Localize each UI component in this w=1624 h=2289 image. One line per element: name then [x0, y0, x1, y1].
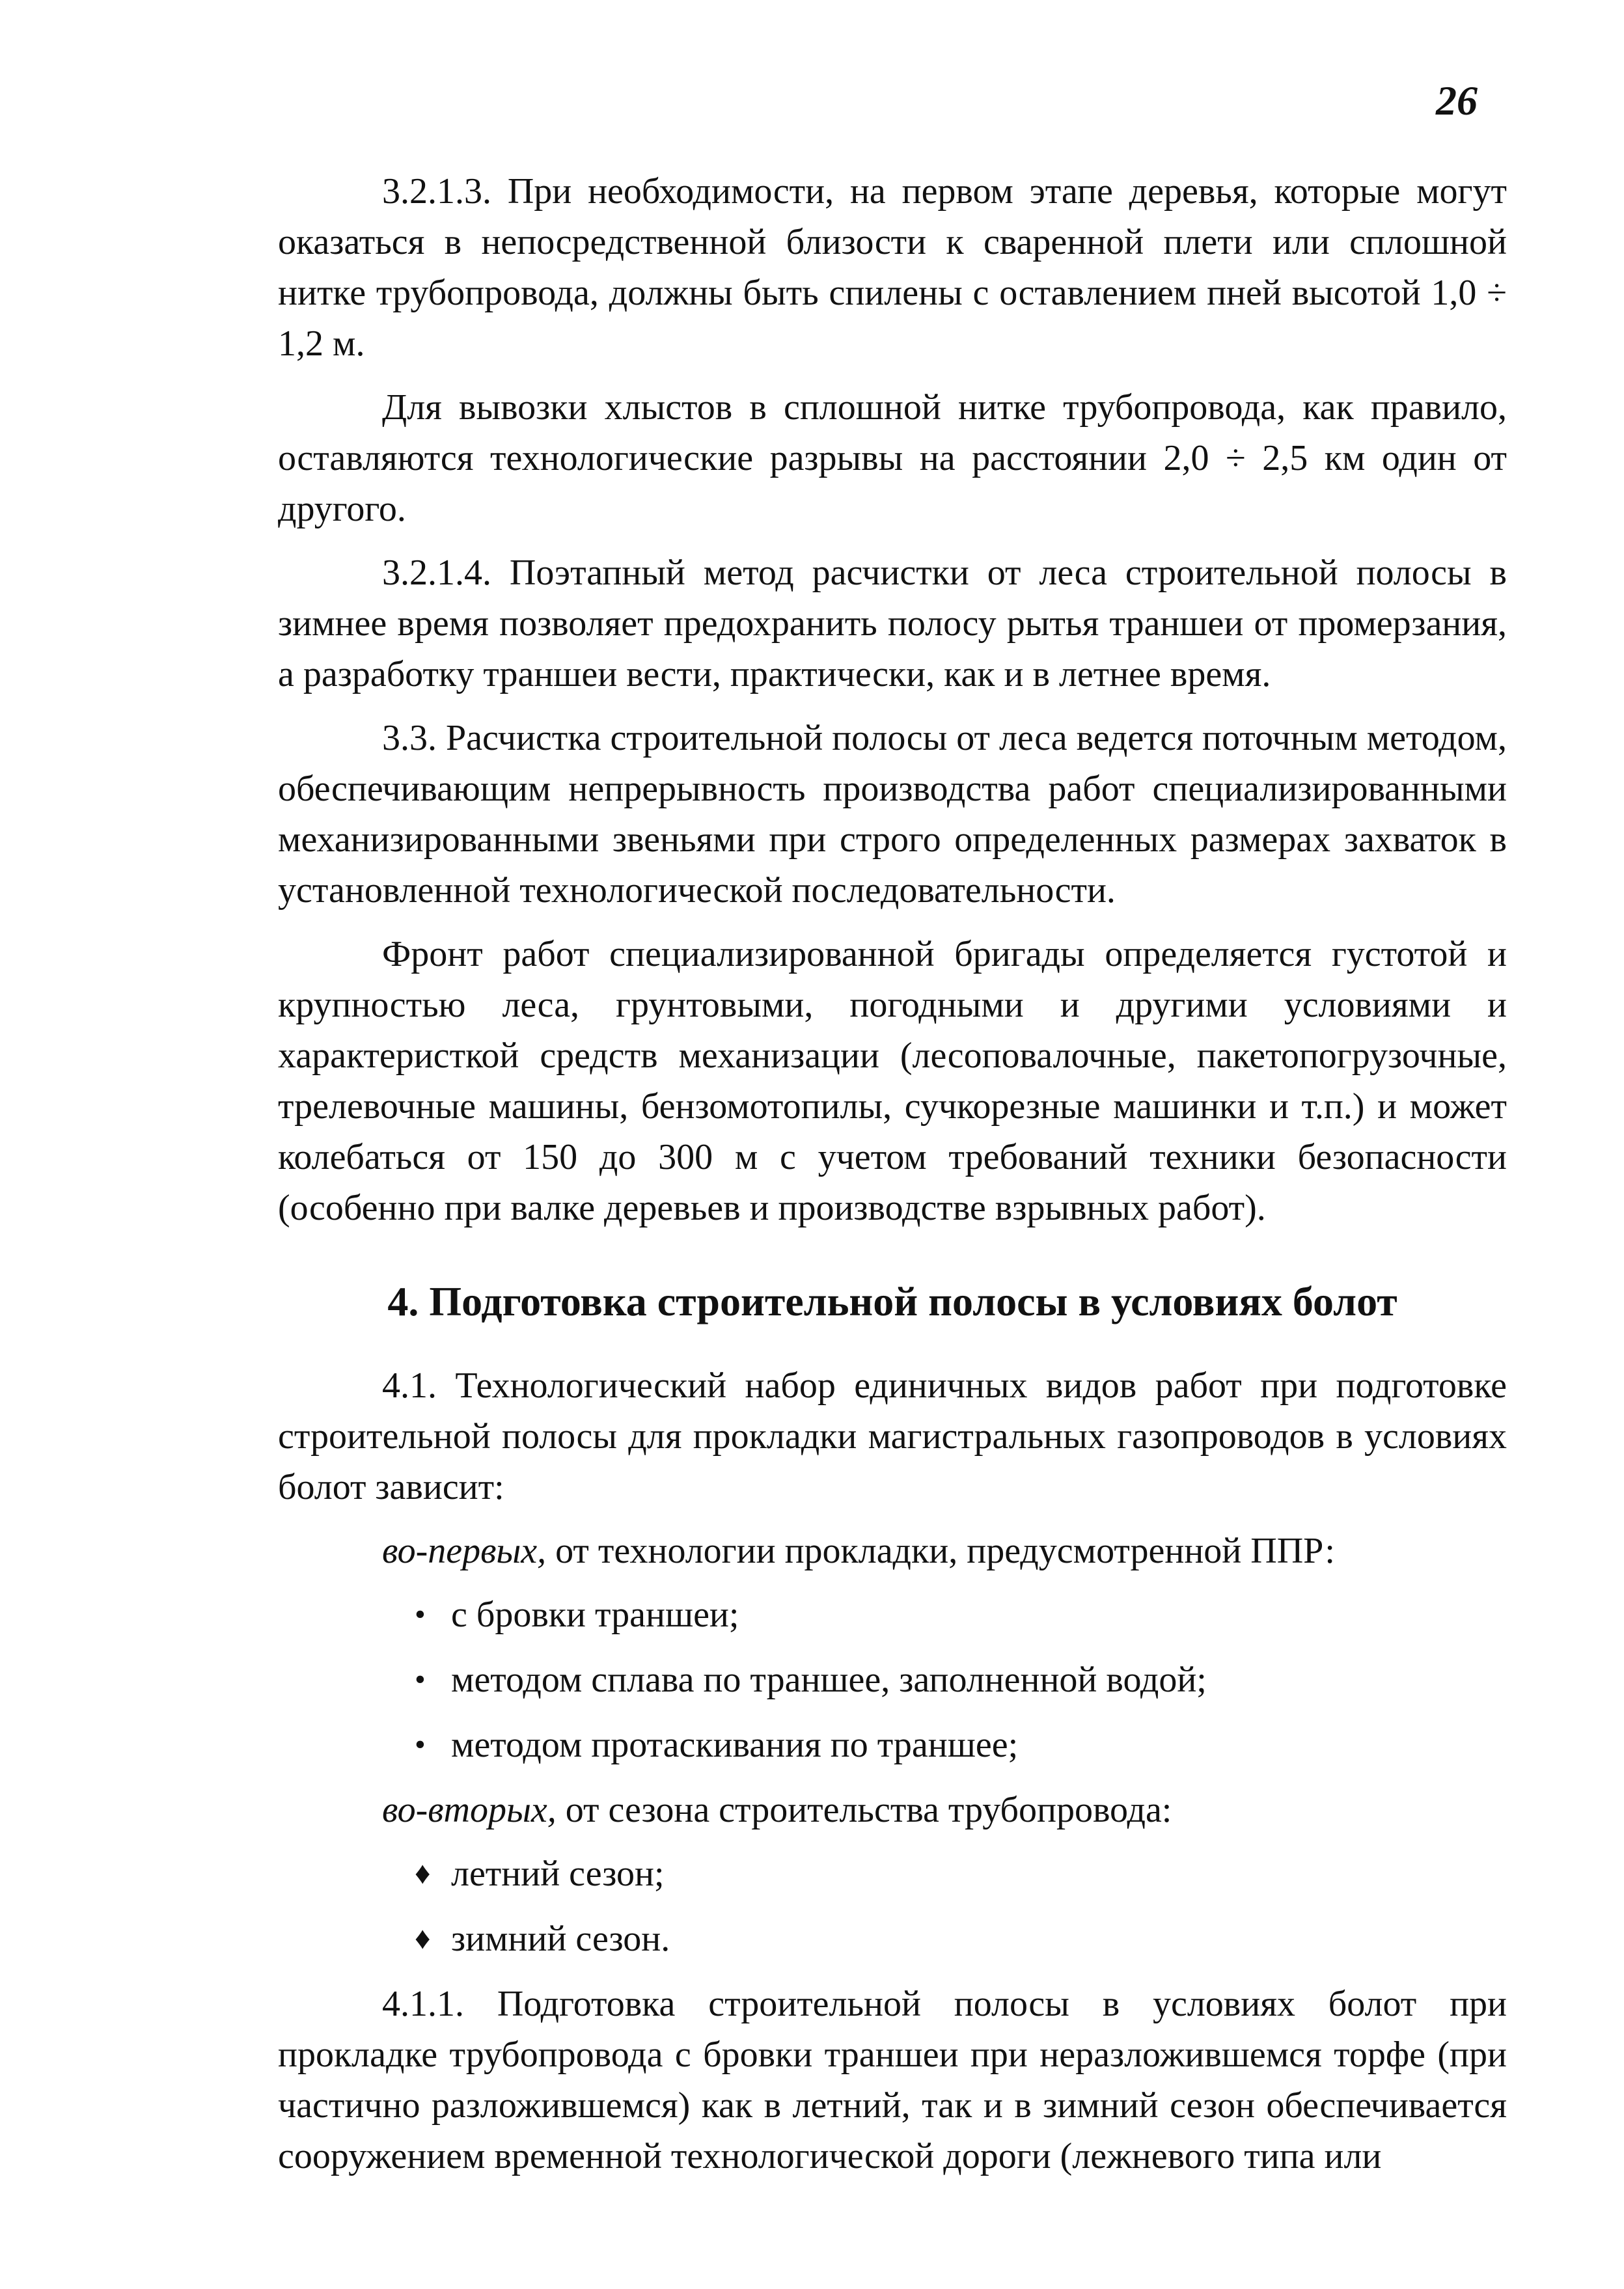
lead-first [382, 1526, 1507, 1576]
list-item [415, 1848, 1507, 1899]
paragraph-3-2-1-3: 3.2.1.3. При необходимости, на первом этапе деревья, которые могут оказаться в непосредственной близости к сваренной плети или сплошной нитке трубопровода, должны быть спилены с оставлением пней высотой 1,0 ÷ 1,2 м. [278, 171, 1507, 364]
lead-first-text: от технологии прокладки, предусмотренной ППР: [546, 1531, 1335, 1571]
list-item [415, 1589, 1507, 1640]
list-item [415, 1913, 1507, 1964]
lead-second-emphasis: во-вторых, [382, 1790, 557, 1830]
paragraph-work-front: Фронт работ специализированной бригады определяется густотой и крупностью леса, грунтовыми, погодными и другими условиями и характеристкой средств механизации (лесоповалочные, пакетопогрузочные, трелевочные машины, бензомотопилы, сучкорезные машинки и т.п.) и может колебаться от 150 до 300 м с учетом требований техники безопасности (особенно при валке деревьев и производстве взрывных работ). [278, 934, 1507, 1228]
list-item-text: методом протаскивания по траншее; [451, 1725, 1019, 1765]
list-item-text: зимний сезон. [451, 1919, 670, 1959]
list-item-text: методом сплава по траншее, заполненной водой; [451, 1660, 1207, 1700]
diamond-list-season [278, 1848, 1507, 1964]
page-content [278, 166, 1507, 2195]
page-number: 26 [1436, 77, 1478, 124]
diamond-bullet-icon: ♦ [415, 1856, 431, 1891]
paragraph-3-2-1-4: 3.2.1.4. Поэтапный метод расчистки от леса строительной полосы в зимнее время позволяет предохранить полосу рытья траншеи от промерзания, а разработку траншеи вести, практически, как и в летнее время. [278, 553, 1507, 694]
lead-second [382, 1785, 1507, 1835]
list-item [415, 1720, 1507, 1770]
list-item-text: летний сезон; [451, 1854, 665, 1894]
paragraph-4-1: 4.1. Технологический набор единичных видов работ при подготовке строительной полосы для прокладки магистральных газопроводов в условиях болот зависит: [278, 1365, 1507, 1507]
bullet-icon: • [415, 1597, 426, 1632]
paragraph-3-3: 3.3. Расчистка строительной полосы от леса ведется поточным методом, обеспечивающим непрерывность производства работ специализированными механизированными звеньями при строго определенных размерах захваток в установленной технологической последовательности. [278, 718, 1507, 911]
lead-first-emphasis: во-первых, [382, 1531, 547, 1571]
bullet-icon: • [415, 1727, 426, 1762]
list-item [415, 1654, 1507, 1705]
paragraph-logging-gaps: Для вывозки хлыстов в сплошной нитке трубопровода, как правило, оставляются технологические разрывы на расстоянии 2,0 ÷ 2,5 км один от другого. [278, 387, 1507, 529]
diamond-bullet-icon: ♦ [415, 1921, 431, 1956]
section-heading: 4. Подготовка строительной полосы в условиях болот [387, 1278, 1397, 1324]
paragraph-4-1-1: 4.1.1. Подготовка строительной полосы в условиях болот при прокладке трубопровода с бровки траншеи при неразложившемся торфе (при частично разложившемся) как в летний, так и в зимний сезон обеспечивается сооружением временной технологической дороги (лежневого типа или [278, 1984, 1507, 2176]
list-item-text: с бровки траншеи; [451, 1595, 739, 1635]
lead-second-text: от сезона строительства трубопровода: [556, 1790, 1172, 1830]
bullet-list-technology [278, 1589, 1507, 1770]
bullet-icon: • [415, 1662, 426, 1697]
